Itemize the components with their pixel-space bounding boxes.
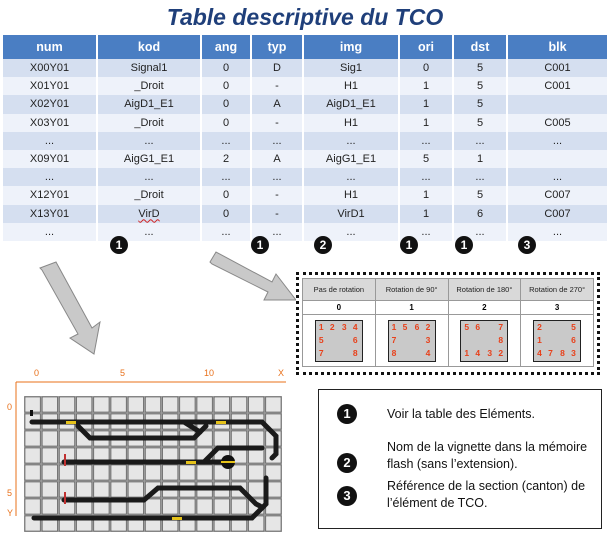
column-header-img: img — [303, 35, 399, 59]
cell-text: H1 — [343, 116, 359, 129]
grid-cell — [25, 431, 40, 446]
vignette-number: 7 — [318, 347, 324, 358]
cell-text: 1 — [422, 207, 430, 220]
vignette-number: 7 — [391, 334, 397, 345]
grid-cell — [145, 397, 160, 412]
cell-text: - — [275, 207, 279, 220]
grid-cell — [59, 397, 74, 412]
cell-text: _Droit — [134, 189, 164, 202]
axis-label: X — [278, 368, 285, 378]
rotation-header: Rotation de 90° — [375, 279, 448, 301]
signal-icon — [30, 410, 33, 416]
axis-label: Y — [7, 508, 14, 518]
marker-1-icon: 1 — [110, 236, 128, 254]
grid-cell — [42, 448, 57, 463]
grid-cell — [145, 499, 160, 514]
column-header-kod: kod — [97, 35, 201, 59]
cell-text: C007 — [544, 207, 571, 220]
axis-label: 0 — [7, 402, 13, 412]
grid-cell — [163, 397, 178, 412]
cell-text: A — [273, 153, 281, 166]
grid-cell — [249, 482, 264, 497]
grid-cell — [231, 499, 246, 514]
grid-cell — [77, 482, 92, 497]
cell-text: ... — [221, 225, 231, 238]
cell-text: Signal1 — [130, 62, 168, 75]
axis-label: 5 — [120, 368, 126, 378]
cell-text: ... — [346, 134, 356, 147]
grid-cell — [25, 482, 40, 497]
vignette-number: 4 — [352, 321, 358, 332]
axis-label: 5 — [7, 488, 13, 498]
cell-text: AigG1_E1 — [325, 153, 377, 166]
vignette-number: 4 — [537, 347, 542, 358]
rotation-step: 3 — [521, 301, 594, 315]
grid-cell — [128, 482, 143, 497]
legend-text-1: Voir la table des Eléments. — [387, 407, 535, 421]
cell-text: 1 — [476, 153, 484, 166]
rotation-pic-cell — [521, 315, 594, 367]
axis-label: 10 — [204, 368, 215, 378]
grid-cell — [214, 499, 229, 514]
vignette-number: 5 — [402, 321, 408, 332]
grid-cell — [25, 448, 40, 463]
legend-box — [318, 389, 602, 529]
cell-text: ... — [421, 134, 431, 147]
cell-text: ... — [44, 225, 55, 238]
cell-text: ... — [552, 225, 563, 238]
cell-text: 5 — [476, 189, 484, 202]
grid-cell — [128, 465, 143, 480]
turntable-bar — [221, 461, 235, 463]
rotation-table — [302, 278, 594, 367]
cell-text: ... — [346, 171, 356, 184]
cell-text: ... — [44, 171, 55, 184]
cell-text: ... — [144, 171, 154, 184]
marker-2-icon: 2 — [314, 236, 332, 254]
grid-cell — [42, 431, 57, 446]
vignette-number: 3 — [487, 347, 493, 358]
grid-cell — [214, 397, 229, 412]
grid-cell — [59, 482, 74, 497]
cell-text: C007 — [544, 189, 571, 202]
cell-text: - — [275, 189, 279, 202]
cell-text: C005 — [544, 116, 571, 129]
vignette-number: 2 — [498, 347, 504, 358]
cell-text: 0 — [422, 62, 430, 75]
vignette-number: 4 — [425, 347, 431, 358]
cell-text: ... — [272, 225, 282, 238]
cell-text: 0 — [222, 62, 230, 75]
cell-text: X09Y01 — [29, 153, 70, 166]
cell-text: ... — [346, 225, 356, 238]
marker-3-icon: 3 — [337, 486, 357, 506]
rotation-step: 0 — [303, 301, 376, 315]
rotation-vignette — [388, 320, 436, 362]
column-header-num: num — [3, 35, 97, 59]
vignette-number: 3 — [341, 321, 347, 332]
vignette-number: 6 — [352, 334, 358, 345]
rotation-header: Rotation de 270° — [521, 279, 594, 301]
vignette-number: 4 — [475, 347, 481, 358]
grid-cell — [266, 516, 281, 531]
legend-text-3: Référence de la section (canton) de l’élément de TCO. — [387, 479, 586, 510]
cell-text: ... — [475, 225, 485, 238]
cell-text: ... — [144, 134, 154, 147]
cell-text: ... — [221, 171, 231, 184]
grid-cell — [249, 397, 264, 412]
grid-cell — [197, 465, 212, 480]
vignette-number: 7 — [548, 347, 553, 358]
grid-cell — [25, 465, 40, 480]
grid-cell — [249, 431, 264, 446]
vignette-number: 7 — [498, 321, 504, 332]
grid-cell — [197, 499, 212, 514]
vignette-number: 8 — [352, 347, 358, 358]
grid-cell — [231, 431, 246, 446]
rotation-vignette — [315, 320, 363, 362]
column-header-ang: ang — [201, 35, 251, 59]
vignette-number: 5 — [464, 321, 470, 332]
cell-text: X12Y01 — [29, 189, 70, 202]
cell-text: Sig1 — [339, 62, 363, 75]
column-header-ori: ori — [399, 35, 453, 59]
cell-text: 0 — [222, 80, 230, 93]
marker-1-icon: 1 — [455, 236, 473, 254]
grid-cell — [59, 465, 74, 480]
grid-cell — [197, 397, 212, 412]
rotation-step: 1 — [375, 301, 448, 315]
grid-cell — [25, 499, 40, 514]
axis-label: 0 — [34, 368, 40, 378]
cell-text: 1 — [422, 98, 430, 111]
grid-cell — [77, 465, 92, 480]
cell-text: VirD — [138, 207, 160, 220]
grid-cell — [163, 465, 178, 480]
grid-cell — [111, 465, 126, 480]
arrow-to-rotation — [210, 252, 296, 300]
cell-text: ... — [552, 171, 563, 184]
vignette-number: 8 — [560, 347, 565, 358]
column-header-dst: dst — [453, 35, 507, 59]
cell-text: 0 — [222, 116, 230, 129]
arrow-to-grid — [40, 262, 100, 354]
rotation-step: 2 — [448, 301, 521, 315]
cell-text: 1 — [422, 189, 430, 202]
grid-cell — [180, 465, 195, 480]
cell-text: ... — [144, 225, 154, 238]
cell-text: AigD1_E1 — [326, 98, 376, 111]
vignette-number: 1 — [537, 334, 542, 345]
grid-cell — [128, 397, 143, 412]
cell-text: ... — [44, 134, 55, 147]
vignette-number: 2 — [329, 321, 335, 332]
cell-text: X13Y01 — [29, 207, 70, 220]
vignette-number: 1 — [318, 321, 324, 332]
cell-text: ... — [421, 225, 431, 238]
grid-cell — [249, 465, 264, 480]
legend-text-2: Nom de la vignette dans la mémoire flash (sans l’extension). — [387, 440, 588, 471]
cell-text: X00Y01 — [29, 62, 70, 75]
cell-text: 5 — [476, 116, 484, 129]
cell-text: - — [275, 116, 279, 129]
cell-text: 0 — [222, 189, 230, 202]
vignette-number: 2 — [425, 321, 431, 332]
grid-cell — [111, 397, 126, 412]
rotation-vignette — [533, 320, 581, 362]
vignette-number: 1 — [464, 347, 470, 358]
rotation-pic-cell — [303, 315, 376, 367]
vignette-number: 3 — [571, 347, 576, 358]
cell-text: A — [273, 98, 281, 111]
vignette-number: 8 — [498, 334, 504, 345]
cell-text: ... — [421, 171, 431, 184]
grid-cell — [42, 397, 57, 412]
rotation-pic-cell — [448, 315, 521, 367]
cell-text: C001 — [544, 62, 571, 75]
signal-marker — [172, 517, 182, 520]
grid-cell — [25, 397, 40, 412]
grid-cell — [94, 397, 109, 412]
grid-cell — [231, 397, 246, 412]
cell-text: H1 — [343, 189, 359, 202]
rotation-header: Pas de rotation — [303, 279, 376, 301]
vignette-number: 5 — [318, 334, 324, 345]
grid-cell — [42, 482, 57, 497]
cell-text: ... — [475, 134, 485, 147]
buffer-stop — [64, 454, 66, 466]
grid-cell — [180, 499, 195, 514]
cell-text: 5 — [476, 98, 484, 111]
vignette-number: 8 — [391, 347, 397, 358]
page-title: Table descriptive du TCO — [166, 4, 444, 30]
grid-cell — [94, 482, 109, 497]
signal-marker — [216, 421, 226, 424]
vignette-number: 5 — [571, 321, 576, 332]
cell-text: 0 — [222, 207, 230, 220]
grid-cell — [231, 465, 246, 480]
cell-text: X01Y01 — [29, 80, 70, 93]
rotation-panel — [296, 272, 600, 375]
grid-cell — [266, 397, 281, 412]
cell-text: 5 — [422, 153, 430, 166]
grid-cell — [59, 431, 74, 446]
vignette-number: 3 — [425, 334, 431, 345]
cell-text: D — [273, 62, 281, 75]
cell-text: ... — [475, 171, 485, 184]
marker-2-icon: 2 — [337, 453, 357, 473]
signal-marker — [66, 421, 76, 424]
grid-cell — [94, 465, 109, 480]
cell-text: ... — [221, 134, 231, 147]
cell-text: _Droit — [134, 116, 164, 129]
marker-3-icon: 3 — [518, 236, 536, 254]
marker-1-icon: 1 — [337, 404, 357, 424]
cell-text: ... — [272, 134, 282, 147]
column-header-typ: typ — [251, 35, 303, 59]
grid-cell — [163, 499, 178, 514]
cell-text: X02Y01 — [29, 98, 70, 111]
cell-text: 1 — [422, 116, 430, 129]
cell-text: - — [275, 80, 279, 93]
cell-text: AigG1_E1 — [123, 153, 175, 166]
cell-text: 5 — [476, 80, 484, 93]
cell-text: X03Y01 — [29, 116, 70, 129]
grid-cell — [180, 397, 195, 412]
rotation-header: Rotation de 180° — [448, 279, 521, 301]
cell-text: ... — [552, 134, 563, 147]
vignette-number: 1 — [391, 321, 397, 332]
vignette-number: 6 — [414, 321, 420, 332]
cell-text: AigD1_E1 — [124, 98, 174, 111]
cell-text: _Droit — [134, 80, 164, 93]
cell-text: H1 — [343, 80, 359, 93]
rotation-vignette — [460, 320, 508, 362]
vignette-number: 6 — [475, 321, 481, 332]
cell-text: ... — [272, 171, 282, 184]
cell-text: 0 — [222, 98, 230, 111]
signal-marker — [186, 461, 196, 464]
vignette-number: 2 — [537, 321, 542, 332]
grid-cell — [42, 499, 57, 514]
marker-1-icon: 1 — [400, 236, 418, 254]
cell-text: VirD1 — [337, 207, 365, 220]
grid-cell — [42, 465, 57, 480]
grid-cell — [214, 431, 229, 446]
grid-cell — [145, 465, 160, 480]
tco-grid — [4, 366, 292, 536]
cell-text: 5 — [476, 62, 484, 75]
column-header-blk: blk — [507, 35, 607, 59]
marker-1-icon: 1 — [251, 236, 269, 254]
grid-cell — [111, 482, 126, 497]
cell-text: 2 — [222, 153, 230, 166]
cell-text: 1 — [422, 80, 430, 93]
buffer-stop — [64, 492, 66, 504]
cell-text: C001 — [544, 80, 571, 93]
vignette-number: 6 — [571, 334, 576, 345]
cell-text: 6 — [476, 207, 484, 220]
rotation-pic-cell — [375, 315, 448, 367]
grid-cell — [77, 397, 92, 412]
